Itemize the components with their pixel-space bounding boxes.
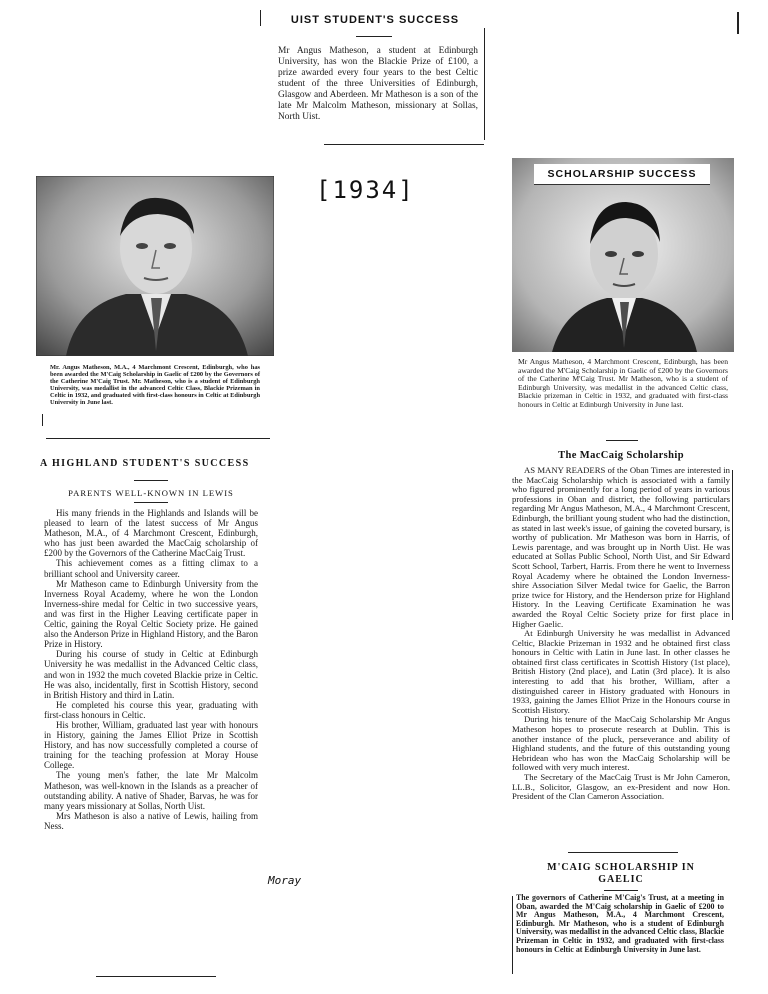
clipping3-headline: SCHOLARSHIP SUCCESS	[547, 168, 697, 180]
clipping2-side-rule	[42, 414, 43, 426]
clipping4-bottom-rule	[96, 976, 216, 977]
clipping-photo-caption-left	[36, 176, 276, 444]
clipping4-paragraph: Mrs Matheson is also a native of Lewis, hailing from Ness.	[44, 810, 258, 831]
clipping4-paragraph: Mr Matheson came to Edinburgh University from the Inverness Royal Academy, where he won the London Inverness-shire medal for Celtic in two successive years, and was first in the Higher Leaving certificate paper in Celtic, gaining the Royal Celtic Society prize. He gained also the Anderson Prize in Highland History, and the Baron Prize in History.	[44, 578, 258, 650]
clipping4-headline-rule	[134, 480, 168, 481]
clipping4-paragraph: His many friends in the Highlands and Islands will be pleased to learn of the latest success of Mr Angus Matheson, M.A., of 4 Marchmont Crescent, Edinburgh, who has just been awarded the MacCaig scholarship of £200 by the Governors of the Catherine MacCaig Trust.	[44, 508, 258, 559]
portrait-photo-left	[36, 176, 274, 356]
clipping5-body	[512, 466, 730, 802]
clipping5-headline: The MacCaig Scholarship	[558, 450, 684, 461]
clipping5-paragraph: During his tenure of the MacCaig Scholarship Mr Angus Matheson hopes to prosecute research at Dublin. This is another instance of the pluck, perseverance and ability of Highland students, and the future of this outstanding young Hebridean who has won the MacCaig Scholarship will be followed with very much interest.	[512, 714, 730, 773]
portrait-photo-right	[512, 158, 734, 352]
clipping5-side-rule	[732, 470, 733, 620]
clip-border-right	[484, 28, 485, 140]
clipping4-paragraph: This achievement comes as a fitting climax to a brilliant school and University career.	[44, 558, 258, 579]
clipping3-bottom-rule	[606, 440, 638, 441]
clipping-uist-student-success	[264, 6, 486, 146]
clipping1-bottom-rule	[324, 144, 484, 145]
clipping-maccaig-scholarship	[508, 450, 734, 856]
clipping4-subhead: PARENTS WELL-KNOWN IN LEWIS	[68, 488, 234, 498]
clipping1-headline: UIST STUDENT'S SUCCESS	[290, 14, 460, 26]
clipping6-side-rule	[512, 896, 513, 974]
clipping-mcaig-scholarship-gaelic	[510, 862, 732, 978]
clipping3-headline-box	[534, 164, 710, 185]
clipping6-headline-rule	[604, 890, 638, 891]
clipping5-paragraph: At Edinburgh University he was medallist in Advanced Celtic, Blackie Prizeman in 1932 and he obtained first class honours in Celtic with Latin in June last. In other classes he obtained first class certificates in Scottish History (1st place), British History (2nd place), and Latin (3rd place). It is also interesting to add that his brother, William, after a distinguished career in History graduated with Honours in 1933, gaining the James Elliot Prize in the Honours course in Scottish History.	[512, 628, 730, 715]
clipping2-bottom-rule	[46, 438, 270, 439]
clipping4-body	[44, 508, 258, 831]
clipping1-headline-rule	[356, 36, 392, 37]
clipping3-caption: Mr Angus Matheson, 4 Marchmont Crescent, Edinburgh, has been awarded the M'Caig Scholarship in Gaelic of £200 by the Governors of the Catherine M'Caig Trust. Mr Matheson, who is a student of Edinburgh University, was medallist in the advanced Celtic class, Blackie prizeman in Celtic in 1932, and graduated with first-class honours in Celtic at Edinburgh University in June last.	[518, 357, 728, 409]
clipping6-headline: M'CAIG SCHOLARSHIP IN GAELIC	[547, 862, 695, 885]
clipping5-paragraph: The Secretary of the MacCaig Trust is Mr John Cameron, LL.B., Solicitor, Glasgow, an ex-President and now Hon. President of the Clan Cameron Association.	[512, 772, 730, 802]
clipping-scholarship-success	[512, 158, 734, 444]
clipping4-paragraph: The young men's father, the late Mr Malcolm Matheson, was well-known in the Islands as a preacher of outstanding ability. A native of Shader, Barvas, he was for many years missionary at Sollas, North Uist.	[44, 770, 258, 811]
page-corner-mark	[737, 12, 739, 34]
year-annotation: [1934]	[316, 176, 415, 204]
clipping4-paragraph: His brother, William, graduated last year with honours in History, gaining the James Elliot Prize in Scottish History, and has now successfully completed a course of training for the teaching profession at Moray House College.	[44, 719, 258, 771]
clipping4-paragraph: He completed his course this year, graduating with first-class honours in Celtic.	[44, 699, 258, 720]
clipping-highland-student-success	[36, 458, 266, 978]
clipping4-paragraph: During his course of study in Celtic at Edinburgh University he was medallist in the Advanced Celtic class, and won in 1932 the much coveted Blackie prize in Celtic. He was also, incidentally, first in Scottish History, second in British History and third in Latin.	[44, 649, 258, 700]
clipping4-subhead-rule	[134, 502, 168, 503]
clip-border-left	[260, 10, 261, 26]
clipping1-body: Mr Angus Matheson, a student at Edinburgh University, has won the Blackie Prize of £100, a prize awarded every four years to the best Celtic student of the three Universities of Edinburgh, Glasgow and Aberdeen. Mr Matheson is a son of the late Mr Malcolm Matheson, missionary at Sollas, North Uist.	[278, 46, 478, 122]
clipping5-paragraph: AS MANY READERS of the Oban Times are interested in the MacCaig Scholarship which is associated with a family who figured prominently for a long period of years in various professions in Oban and district, the following particulars regarding Mr Angus Matheson, M.A., 4 Marchmont Crescent, Edinburgh, the brilliant young student who had the distinction, as stated in last week's issue, of gaining the coveted bursary, is worthy of publication. Mr Matheson was born in Harris, of Lewis parentage, and was brought up in North Uist. He was educated at Sollas Public School, North Uist, and Sir Edward Scott School, Tarbert, Harris. From there he went to Inverness Royal Academy where he obtained the London Inverness-shire Association Silver Medal twice for Gaelic, the Barron prize twice for History, and the Henderson prize for Highland History. In the Leaving Certificate Examination he was awarded the Royal Celtic Society prize for first place in Higher Gaelic.	[512, 465, 730, 629]
clipping2-caption: Mr. Angus Matheson, M.A., 4 Marchmont Crescent, Edinburgh, who has been awarded the M'Caig Scholarship in Gaelic of £200 by the Governors of the Catherine M'Caig Trust. Mr. Matheson, who is a student of Edinburgh University, was medallist in the advanced Celtic Class, Blackie Prizeman in Celtic in 1932, and graduated with first-class honours in Celtic at Edinburgh University in June last.	[50, 364, 260, 406]
clipping5-bottom-rule	[568, 852, 678, 853]
moray-annotation: Moray	[268, 874, 302, 887]
clipping6-body: The governors of Catherine M'Caig's Trust, at a meeting in Oban, awarded the M'Caig scholarship in Gaelic of £200 to Mr Angus Matheson, M.A., 4 Marchmont Crescent, Edinburgh. Mr Matheson, who is a student of Edinburgh University, was medallist in the advanced Celtic class, Blackie Prizeman in Celtic in 1932, and graduated with first-class honours in Celtic at Edinburgh University in June last.	[516, 893, 724, 954]
clipping4-headline: A HIGHLAND STUDENT'S SUCCESS	[40, 458, 250, 469]
